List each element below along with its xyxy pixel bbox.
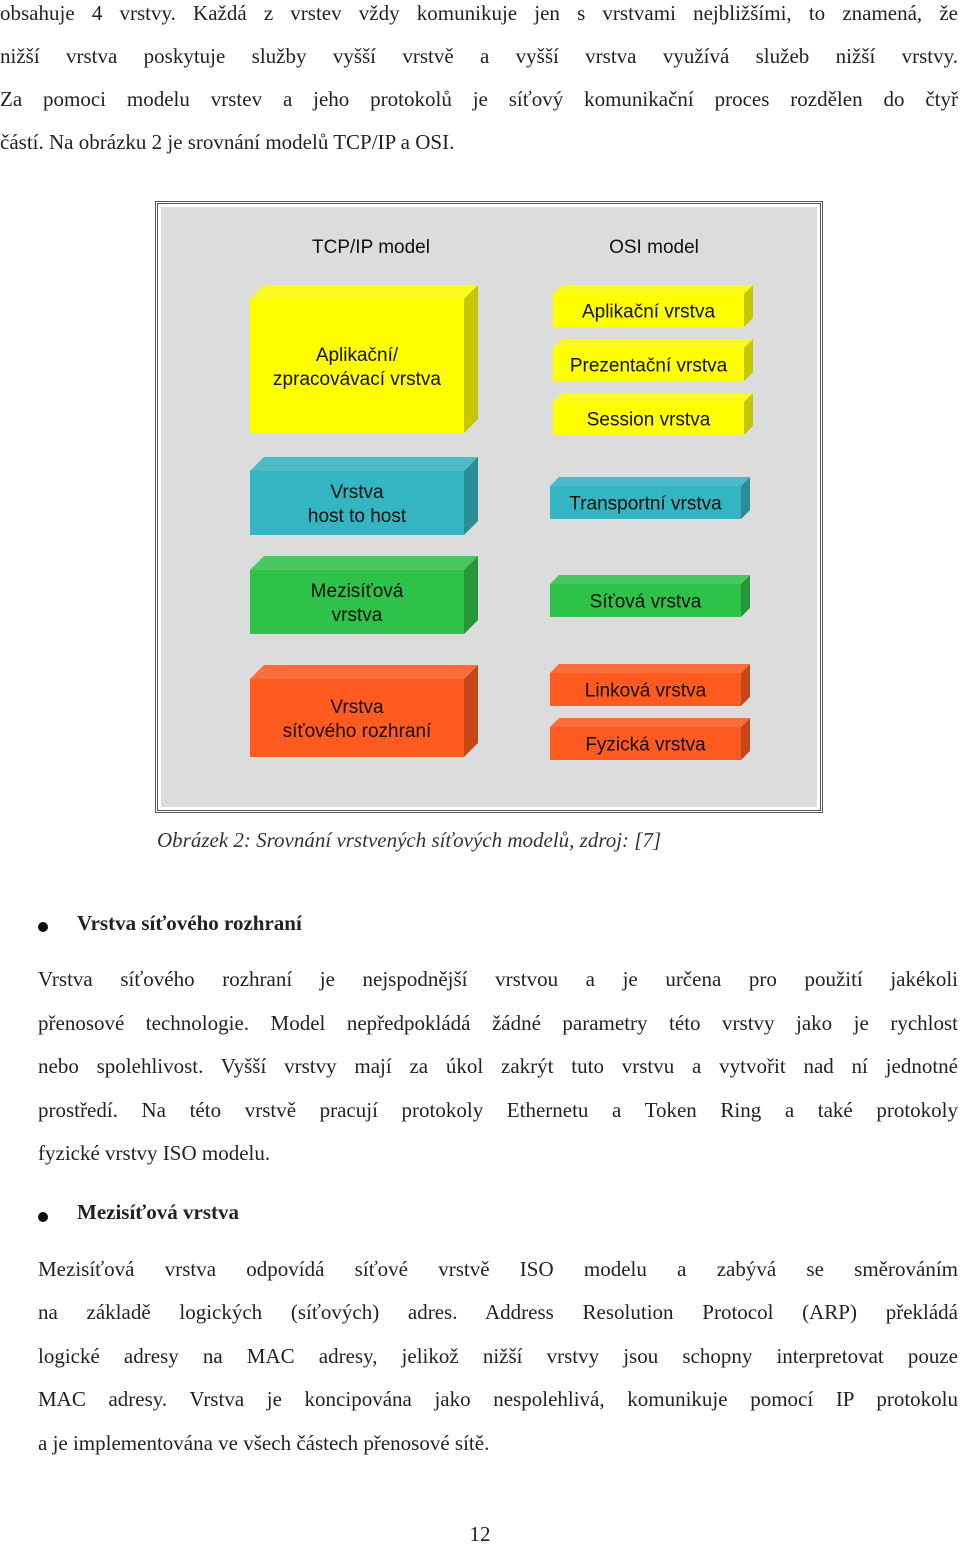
section-line: a je implementována ve všech částech přenosové sítě. <box>38 1431 490 1455</box>
section-line: Mezisíťová vrstva odpovídá síťové vrstvě ISO modelu a zabývá se směrováním <box>38 1257 958 1281</box>
intro-line: obsahuje 4 vrstvy. Každá z vrstev vždy komunikuje jen s vrstvami nejbližšími, to znamená, že <box>0 1 958 25</box>
section-heading: Mezisíťová vrstva <box>77 1200 239 1224</box>
osi-layer-5-top <box>550 575 750 584</box>
section-line: přenosové technologie. Model nepředpokládá žádné parametry této vrstvy jako je rychlost <box>38 1011 958 1035</box>
intro-line: Za pomoci modelu vrstev a jeho protokolů je síťový komunikační proces rozdělen do čtyř <box>0 87 958 111</box>
page-number: 12 <box>469 1522 491 1546</box>
intro-line: částí. Na obrázku 2 je srovnání modelů TCP/IP a OSI. <box>0 130 455 154</box>
tcpip-layer-label: vrstva <box>331 605 383 626</box>
section-line: Vrstva síťového rozhraní je nejspodnější vrstvou a je určena pro použití jakékoli <box>38 967 958 991</box>
section-line: nebo spolehlivost. Vyšší vrstvy mají za úkol zakrýt tuto vrstvu a vytvořit nad ní jednotné <box>38 1054 958 1078</box>
tcpip-layer-4-side <box>464 665 478 757</box>
osi-layer-label: Session vrstva <box>586 409 711 431</box>
tcpip-layer-2-top <box>250 457 478 471</box>
osi-layer-6-top <box>550 664 750 673</box>
osi-layer-3-top <box>553 393 753 402</box>
section-line: prostředí. Na této vrstvě pracují protokoly Ethernetu a Token Ring a také protokoly <box>38 1098 958 1122</box>
osi-layer-label: Síťová vrstva <box>589 591 702 613</box>
tcpip-layer-4-front <box>250 679 464 757</box>
tcpip-layer-label: Vrstva <box>330 482 384 503</box>
bullet-icon <box>38 922 48 932</box>
osi-layer-label: Aplikační vrstva <box>581 301 716 323</box>
section-line: MAC adresy. Vrstva je koncipována jako nespolehlivá, komunikuje pomocí IP protokolu <box>38 1387 958 1411</box>
osi-layer-label: Prezentační vrstva <box>569 355 728 377</box>
bullet-icon <box>38 1212 48 1222</box>
tcpip-layer-label: zpracovávací vrstva <box>273 369 441 390</box>
section-line: logické adresy na MAC adresy, jelikož nižší vrstvy jsou schopny interpretovat pouze <box>38 1344 958 1368</box>
section-line: fyzické vrstvy ISO modelu. <box>38 1141 271 1165</box>
section-heading: Vrstva síťového rozhraní <box>77 911 302 935</box>
tcpip-layer-label: Aplikační/ <box>315 345 399 366</box>
osi-layer-4-top <box>550 477 750 486</box>
tcpip-layer-label: host to host <box>307 506 407 527</box>
tcpip-layer-3-top <box>250 556 478 570</box>
tcpip-layer-label: síťového rozhraní <box>282 721 432 742</box>
tcpip-layer-1-side <box>464 285 478 433</box>
tcpip-osi-comparison-figure <box>155 201 823 813</box>
tcpip-layer-1-front <box>250 299 464 433</box>
tcpip-layer-label: Vrstva <box>330 697 384 718</box>
section-line: na základě logických (síťových) adres. Address Resolution Protocol (ARP) překládá <box>38 1300 958 1324</box>
osi-layer-7-top <box>550 718 750 727</box>
osi-layer-1-top <box>553 285 753 294</box>
tcpip-layer-1-top <box>250 285 478 299</box>
tcpip-title: TCP/IP model <box>312 237 430 258</box>
osi-layer-label: Fyzická vrstva <box>585 734 706 756</box>
osi-layer-2-top <box>553 339 753 348</box>
tcpip-layer-4-top <box>250 665 478 679</box>
osi-layer-label: Linková vrstva <box>584 680 707 702</box>
osi-layer-label: Transportní vrstva <box>569 493 722 515</box>
layer-models-diagram <box>161 207 817 807</box>
tcpip-layer-label: Mezisíťová <box>310 581 404 602</box>
osi-title: OSI model <box>609 237 699 258</box>
intro-line: nižší vrstva poskytuje služby vyšší vrstvě a vyšší vrstva využívá služeb nižší vrstvy. <box>0 44 958 68</box>
figure-caption: Obrázek 2: Srovnání vrstvených síťových modelů, zdroj: [7] <box>157 828 662 852</box>
